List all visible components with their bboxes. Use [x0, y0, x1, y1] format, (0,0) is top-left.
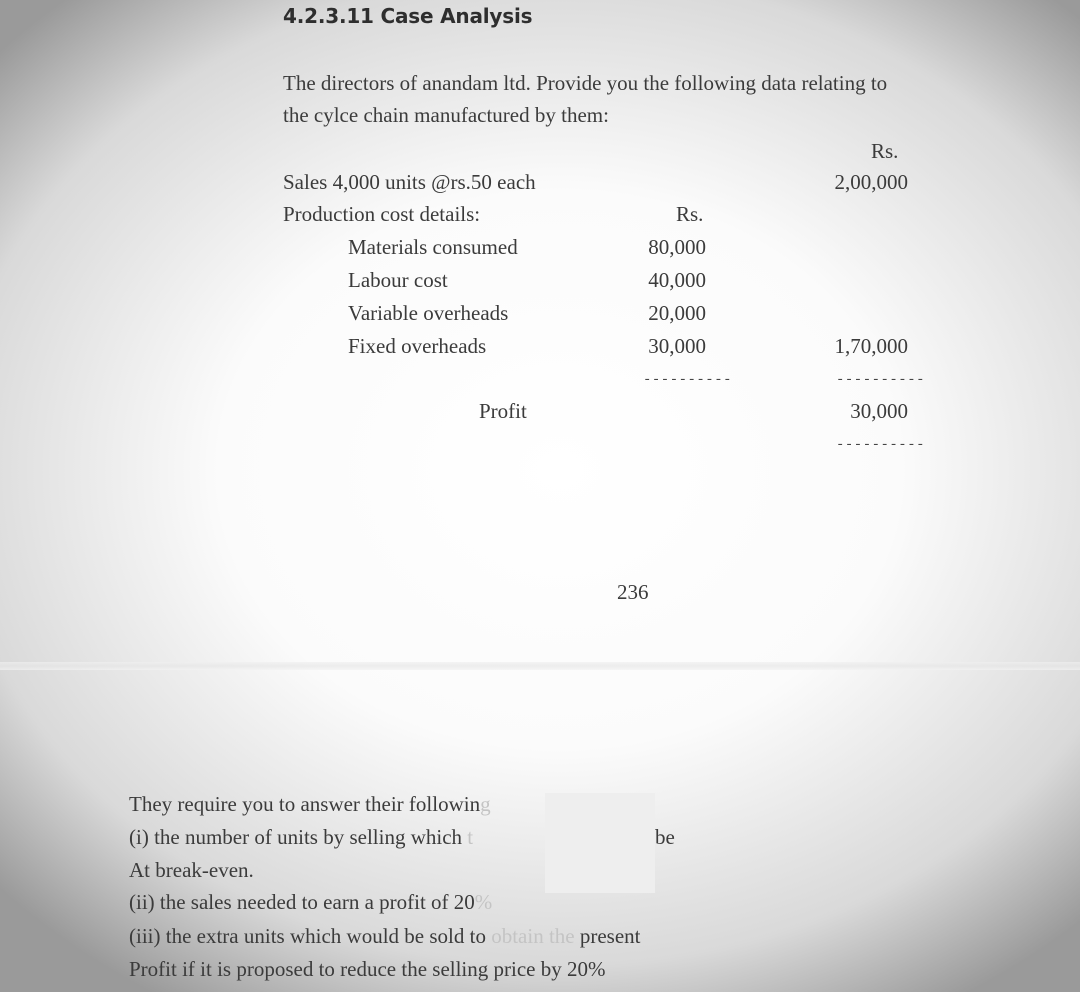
profit-amount: 30,000: [850, 399, 908, 423]
intro-line-2: the cylce chain manufactured by them:: [283, 103, 609, 127]
question-line-2-text: (i) the number of units by selling which: [129, 825, 468, 849]
cost-label-materials: Materials consumed: [348, 235, 518, 259]
question-line-2: [129, 825, 473, 850]
page-seam: [0, 662, 1080, 670]
profit-rule: ----------: [836, 437, 926, 453]
profit-label: Profit: [479, 399, 527, 423]
question-line-4-faded: %: [474, 890, 493, 914]
outer-column-header: Rs.: [871, 139, 899, 163]
subtotal-rule-outer: ----------: [836, 372, 926, 388]
cost-label-labour: Labour cost: [348, 268, 448, 292]
question-line-2-end: be: [655, 825, 675, 849]
page-number: 236: [617, 580, 649, 604]
paper-smudge: [545, 793, 655, 893]
question-line-5: [129, 924, 641, 949]
cost-amount-labour: 40,000: [648, 268, 706, 292]
question-line-2-faded: t: [467, 825, 474, 849]
question-line-3: At break-even.: [129, 858, 254, 882]
question-line-6: Profit if it is proposed to reduce the selling price by 20%: [129, 957, 606, 981]
sales-amount: 2,00,000: [834, 170, 908, 194]
question-line-4: [129, 890, 492, 915]
subtotal-rule-inner: ----------: [643, 372, 733, 388]
question-line-5-text: (iii) the extra units which would be sold to: [129, 924, 492, 948]
sales-label: Sales 4,000 units @rs.50 each: [283, 170, 536, 194]
cost-label-variable-overheads: Variable overheads: [348, 301, 509, 325]
inner-column-header: Rs.: [676, 202, 704, 226]
section-heading: 4.2.3.11 Case Analysis: [283, 4, 533, 28]
cost-amount-variable-overheads: 20,000: [648, 301, 706, 325]
question-line-4-text: (ii) the sales needed to earn a profit of 20: [129, 890, 475, 914]
cost-amount-fixed-overheads: 30,000: [648, 334, 706, 358]
cost-amount-materials: 80,000: [648, 235, 706, 259]
intro-line-1: The directors of anandam ltd. Provide you the following data relating to: [283, 71, 888, 95]
question-line-5-faded: obtain the: [491, 924, 575, 948]
cost-label-fixed-overheads: Fixed overheads: [348, 334, 487, 358]
question-line-1-faded: g: [480, 792, 491, 816]
question-line-1: [129, 792, 491, 817]
question-line-5-end: present: [574, 924, 641, 948]
question-line-1-text: They require you to answer their followin: [129, 792, 481, 816]
total-cost-amount: 1,70,000: [834, 334, 908, 358]
production-label: Production cost details:: [283, 202, 481, 226]
